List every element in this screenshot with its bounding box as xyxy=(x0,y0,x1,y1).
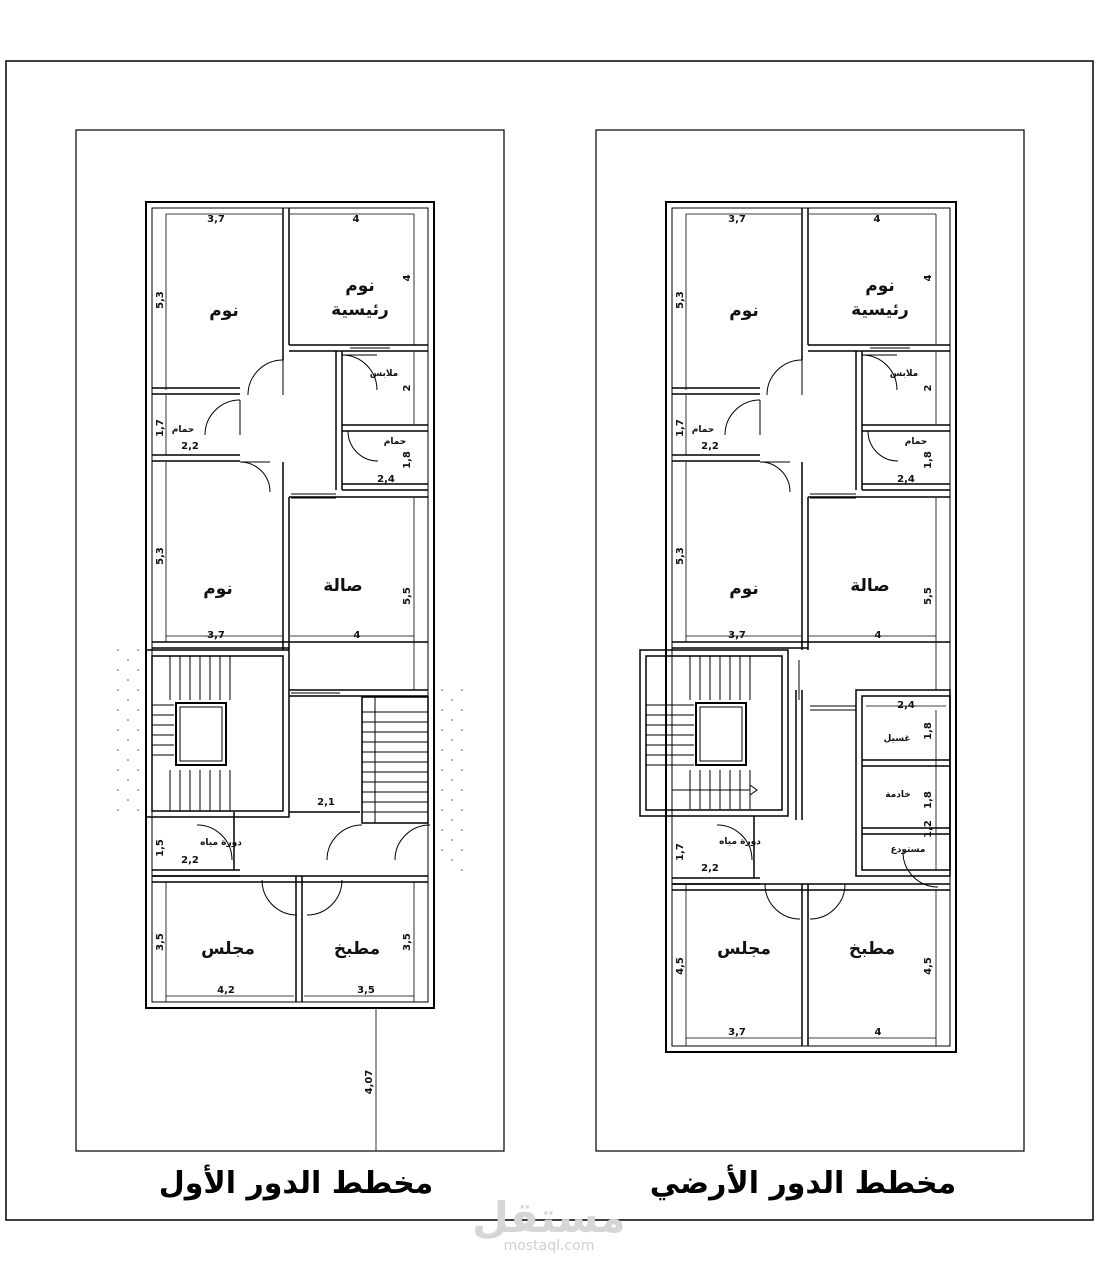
ground-floor-windows xyxy=(799,348,910,710)
first-floor-title: مخطط الدور الأول xyxy=(158,1166,434,1201)
gf-closet-label: ملابس xyxy=(889,369,919,379)
gf-dim-kitchen-h: 4,5 xyxy=(923,957,934,975)
gf-dim-bath-left-w: 2,2 xyxy=(701,441,719,452)
ff-wc-label: دورة مياه xyxy=(200,838,242,848)
gf-dim-wc-h: 1,7 xyxy=(675,843,686,861)
gf-dim-laundry-h: 1,8 xyxy=(923,722,934,740)
gf-hall-label: صالة xyxy=(850,576,890,596)
gf-dim-majlis-h: 4,5 xyxy=(675,957,686,975)
gf-dim-bath-right-w: 2,4 xyxy=(897,474,915,485)
ff-closet-label: ملابس xyxy=(369,369,399,379)
ground-floor-plot-border xyxy=(596,130,1024,1151)
first-floor-plot-border xyxy=(76,130,504,1151)
ff-dim-kitchen-h: 3,5 xyxy=(402,933,413,951)
gf-wc-label: دورة مياه xyxy=(719,837,761,847)
ff-dim-bath-left-h: 1,7 xyxy=(155,419,166,437)
gf-dim-maid-h: 1,8 xyxy=(923,791,934,809)
ff-dim-wc-w: 2,2 xyxy=(181,855,199,866)
ff-dim-wc-h: 1,5 xyxy=(155,839,166,857)
ff-dim-mid-left-w: 3,7 xyxy=(207,630,225,641)
ff-dim-bath-right-w: 2,4 xyxy=(377,474,395,485)
ff-hall-label: صالة xyxy=(323,576,363,596)
gf-dim-service-w: 2,4 xyxy=(897,700,915,711)
ground-floor-inner-wall xyxy=(672,208,950,1046)
mostaql-watermark xyxy=(472,1193,626,1254)
ground-floor-stairs xyxy=(646,656,757,809)
ff-kitchen-label: مطبخ xyxy=(333,939,381,959)
ff-dim-mid-left-h: 5,3 xyxy=(155,547,166,565)
ff-dim-kitchen-w: 3,5 xyxy=(357,985,375,996)
ff-bath-right-label: حمام xyxy=(383,437,407,447)
gf-maid-label: خادمة xyxy=(885,790,911,800)
ff-dim-setback: 4,07 xyxy=(364,1069,375,1095)
gf-bath-left-label: حمام xyxy=(691,425,715,435)
ground-floor-walls xyxy=(640,208,950,1046)
ff-dim-majlis-w: 4,2 xyxy=(217,985,235,996)
gf-dim-mid-left-w: 3,7 xyxy=(728,630,746,641)
gf-master-label-1: نوم xyxy=(865,276,895,296)
first-floor-plan xyxy=(76,130,504,1201)
first-floor-dot-pattern xyxy=(117,649,463,871)
gf-dim-mid-right-h: 5,5 xyxy=(923,587,934,605)
ground-floor-plan xyxy=(596,130,1024,1201)
first-floor-outer-wall xyxy=(146,202,434,1008)
gf-dim-top-left-h: 5,3 xyxy=(675,291,686,309)
first-floor-stairs xyxy=(152,656,428,823)
first-floor-inner-wall xyxy=(152,208,428,1002)
gf-dim-wc-w: 2,2 xyxy=(701,863,719,874)
ff-dim-closet-h: 2 xyxy=(402,384,413,392)
ff-dim-bath-left-w: 2,2 xyxy=(181,441,199,452)
gf-dim-mid-right-w: 4 xyxy=(874,630,882,641)
watermark-site: mostaql.com xyxy=(503,1238,595,1254)
gf-bath-right-label: حمام xyxy=(904,437,928,447)
ff-bath-left-label: حمام xyxy=(171,425,195,435)
ff-dim-top-right-h: 4 xyxy=(402,274,413,282)
gf-kitchen-label: مطبخ xyxy=(848,939,896,959)
ground-floor-title: مخطط الدور الأرضي xyxy=(649,1166,957,1201)
ff-majlis-label: مجلس xyxy=(201,939,255,959)
gf-dim-top-right-w: 4 xyxy=(873,214,881,225)
gf-storage-label: مستودع xyxy=(890,845,926,855)
gf-master-label-2: رئيسية xyxy=(851,300,909,320)
ff-dim-mid-right-w: 4 xyxy=(353,630,361,641)
ff-bedroom-top-label: نوم xyxy=(209,301,239,321)
ff-dim-majlis-h: 3,5 xyxy=(155,933,166,951)
gf-dim-bath-right-h: 1,8 xyxy=(923,451,934,469)
ground-floor-outer-wall xyxy=(666,202,956,1052)
ff-dim-top-right-w: 4 xyxy=(352,214,360,225)
ff-dim-top-left-w: 3,7 xyxy=(207,214,225,225)
ff-master-label-1: نوم xyxy=(345,276,375,296)
gf-dim-majlis-w: 3,7 xyxy=(728,1027,746,1038)
gf-dim-storage-h: 1,2 xyxy=(923,820,934,838)
gf-dim-top-right-h: 4 xyxy=(923,274,934,282)
ff-bedroom-mid-label: نوم xyxy=(203,579,233,599)
gf-bedroom-top-label: نوم xyxy=(729,301,759,321)
ff-dim-bath-right-h: 1,8 xyxy=(402,451,413,469)
gf-dim-kitchen-w: 4 xyxy=(874,1027,882,1038)
ff-dim-top-left-h: 5,3 xyxy=(155,291,166,309)
gf-dim-closet-h: 2 xyxy=(923,384,934,392)
gf-majlis-label: مجلس xyxy=(717,939,771,959)
gf-dim-bath-left-h: 1,7 xyxy=(675,419,686,437)
first-floor-walls xyxy=(146,208,428,1002)
gf-bedroom-mid-label: نوم xyxy=(729,579,759,599)
ground-floor-dimension-lines xyxy=(686,214,946,1046)
ff-master-label-2: رئيسية xyxy=(331,300,389,320)
ff-dim-corridor-w: 2,1 xyxy=(317,797,335,808)
gf-dim-mid-left-h: 5,3 xyxy=(675,547,686,565)
ff-dim-mid-right-h: 5,5 xyxy=(402,587,413,605)
gf-laundry-label: غسيل xyxy=(883,734,911,744)
gf-dim-top-left-w: 3,7 xyxy=(728,214,746,225)
watermark-logo: مستقل xyxy=(472,1193,626,1242)
